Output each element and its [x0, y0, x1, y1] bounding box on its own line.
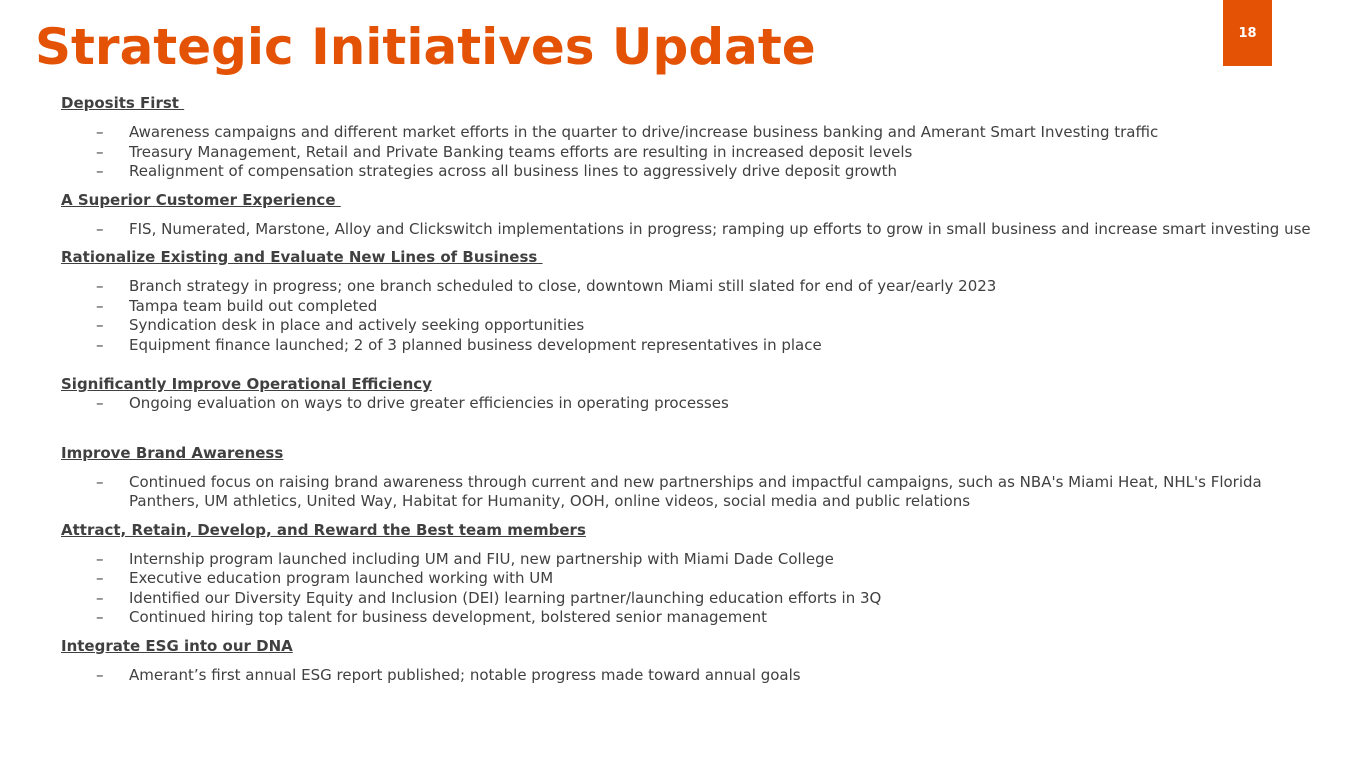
section-esg — [61, 637, 1311, 686]
section-heading: Integrate ESG into our DNA — [61, 636, 293, 655]
bullet-item: – Equipment finance launched; 2 of 3 planned business development representatives in place — [96, 335, 822, 354]
bullet-dash: – — [96, 162, 104, 180]
bullet-list — [61, 220, 1311, 240]
bullet-dash: – — [96, 277, 104, 295]
section-heading: Rationalize Existing and Evaluate New Lines of Business — [61, 248, 543, 266]
bullet-item: – Ongoing evaluation on ways to drive greater efficiencies in operating processes — [96, 394, 729, 412]
bullet-item: – Continued hiring top talent for business development, bolstered senior management — [96, 608, 767, 626]
slide-body — [61, 94, 1311, 685]
section-heading: Significantly Improve Operational Efficiency — [61, 375, 432, 393]
bullet-dash: – — [96, 394, 104, 412]
bullet-item: – Awareness campaigns and different market efforts in the quarter to drive/increase business banking and Amerant Smart Investing traffic — [96, 123, 1159, 141]
bullet-dash: – — [96, 335, 104, 354]
slide-title: Strategic Initiatives Update — [35, 18, 816, 76]
bullet-dash: – — [96, 472, 104, 491]
bullet-dash: – — [96, 142, 104, 161]
section-team-members — [61, 521, 1311, 628]
bullet-list — [61, 473, 1311, 512]
page-number-badge — [1223, 0, 1272, 66]
bullet-dash: – — [96, 608, 104, 626]
bullet-item: – Treasury Management, Retail and Private Banking teams efforts are resulting in increased deposit levels — [96, 142, 913, 161]
bullet-item: – Syndication desk in place and actively seeking opportunities — [96, 316, 585, 334]
bullet-dash: – — [96, 588, 104, 607]
bullet-item: – Branch strategy in progress; one branch scheduled to close, downtown Miami still slated for end of year/early 2023 — [96, 277, 997, 295]
section-heading: Attract, Retain, Develop, and Reward the Best team members — [61, 520, 586, 539]
bullet-item: – Internship program launched including UM and FIU, new partnership with Miami Dade College — [96, 549, 834, 568]
section-customer-experience — [61, 191, 1311, 240]
bullet-dash: – — [96, 549, 104, 568]
bullet-list — [61, 394, 1311, 414]
bullet-dash: – — [96, 569, 104, 587]
bullet-dash: – — [96, 219, 104, 238]
section-operational-efficiency — [61, 375, 1311, 414]
bullet-dash: – — [96, 123, 104, 141]
bullet-item: – Identified our Diversity Equity and Inclusion (DEI) learning partner/launching education efforts in 3Q — [96, 588, 882, 607]
bullet-item: – Realignment of compensation strategies across all business lines to aggressively drive deposit growth — [96, 162, 898, 180]
bullet-list — [61, 277, 1311, 355]
bullet-dash: – — [96, 316, 104, 334]
bullet-item: – Continued focus on raising brand awareness through current and new partnerships and impactful campaigns, such as NBA's Miami Heat, NHL's Florida Panthers, UM athletics, United Way, Habitat for Humanity, OOH, online videos, social media and public relations — [96, 472, 1262, 510]
section-brand-awareness — [61, 444, 1311, 512]
bullet-dash: – — [96, 296, 104, 315]
bullet-list — [61, 550, 1311, 628]
section-heading: Deposits First — [61, 94, 185, 112]
bullet-list — [61, 666, 1311, 686]
bullet-item: – Amerant’s first annual ESG report published; notable progress made toward annual goals — [96, 665, 801, 684]
bullet-item: – Tampa team build out completed — [96, 296, 378, 315]
bullet-dash: – — [96, 665, 104, 684]
section-deposits-first — [61, 94, 1311, 182]
section-heading: A Superior Customer Experience — [61, 190, 341, 209]
page-number: 18 — [1238, 25, 1257, 41]
bullet-item: – FIS, Numerated, Marstone, Alloy and Clickswitch implementations in progress; ramping up efforts to grow in small business and increase smart investing use — [96, 219, 1311, 238]
section-heading: Improve Brand Awareness — [61, 443, 284, 462]
bullet-item: – Executive education program launched working with UM — [96, 569, 554, 587]
section-lines-of-business — [61, 248, 1311, 355]
bullet-list — [61, 123, 1311, 182]
